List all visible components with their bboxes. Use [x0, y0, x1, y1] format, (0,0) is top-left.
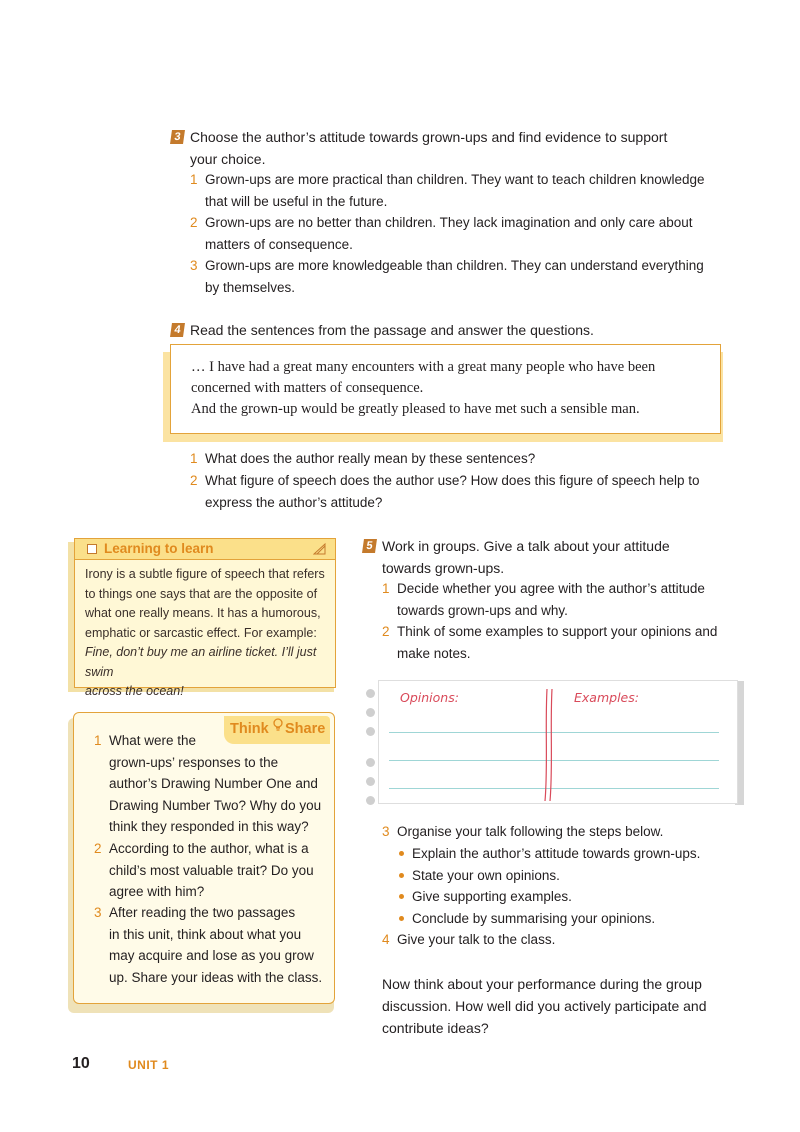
question-number: 2 — [190, 473, 198, 488]
reflection-line: discussion. How well did you actively participate and — [382, 998, 707, 1014]
reflection-line: Now think about your performance during the group — [382, 976, 702, 992]
q5-bullet-3: Give supporting examples. — [412, 889, 572, 904]
q5-step-2 — [382, 621, 718, 664]
notes-paper — [378, 680, 738, 804]
binder-hole-icon — [366, 727, 375, 736]
item-line: may acquire and lose as you grow — [109, 948, 314, 963]
item-number: 3 — [94, 905, 102, 920]
bullet-icon — [399, 851, 404, 856]
question-text: What does the author really mean by these sentences? — [205, 451, 536, 466]
opinions-heading: Opinions: — [400, 690, 459, 705]
think-label: Think — [230, 721, 269, 737]
option-text: that will be useful in the future. — [205, 193, 388, 209]
q5-step-3 — [382, 821, 664, 843]
learning-line: to things one says that are the opposite of — [85, 586, 318, 601]
question-3-badge: 3 — [170, 130, 185, 144]
item-line: After reading the two passages — [109, 905, 296, 920]
step-text: Decide whether you agree with the author’s attitude — [397, 581, 705, 596]
option-number: 2 — [190, 215, 198, 230]
q3-option-2 — [190, 212, 693, 255]
unit-label: UNIT 1 — [128, 1058, 170, 1072]
question-4-badge: 4 — [170, 323, 185, 337]
question-5-title — [382, 535, 670, 579]
question-4-title: Read the sentences from the passage and answer the questions. — [190, 322, 594, 338]
think-share-item-1 — [94, 730, 329, 838]
option-text: Grown-ups are more knowledgeable than children. They can understand everything — [205, 258, 704, 273]
learning-line: emphatic or sarcastic effect. For example: — [85, 625, 317, 640]
learning-example: across the ocean! — [85, 684, 184, 698]
quote-text — [191, 357, 655, 420]
learning-to-learn-box — [74, 538, 336, 698]
q5-bullet-2: State your own opinions. — [412, 868, 560, 883]
option-text: matters of consequence. — [205, 236, 353, 252]
step-text: Think of some examples to support your opinions and — [397, 624, 718, 639]
item-line: up. Share your ideas with the class. — [109, 969, 323, 985]
q5-step-1 — [382, 578, 705, 621]
item-line: in this unit, think about what you — [109, 926, 302, 942]
examples-heading: Examples: — [574, 690, 639, 705]
learning-header — [75, 539, 335, 560]
q3-option-1 — [190, 169, 705, 212]
item-line: According to the author, what is a — [109, 841, 309, 856]
question-3-title-line: your choice. — [190, 151, 266, 167]
checkbox-icon — [87, 544, 97, 554]
step-text: make notes. — [397, 645, 471, 661]
q5-step-4 — [382, 929, 556, 951]
q5-bullet-1: Explain the author’s attitude towards grown-ups. — [412, 846, 701, 861]
item-line: agree with him? — [109, 884, 205, 899]
q4-question-2 — [190, 470, 700, 513]
item-line: Drawing Number Two? Why do you — [109, 797, 322, 813]
q3-option-3 — [190, 255, 704, 298]
quote-line: And the grown-up would be greatly pleased to have met such a sensible man. — [191, 401, 640, 417]
question-5-badge: 5 — [362, 539, 377, 553]
option-number: 3 — [190, 258, 198, 273]
item-number: 2 — [94, 841, 102, 856]
option-text: Grown-ups are no better than children. They lack imagination and only care about — [205, 215, 693, 230]
share-label: Share — [285, 721, 326, 737]
learning-title: Learning to learn — [104, 541, 214, 556]
question-3-title — [190, 126, 667, 170]
option-text: by themselves. — [205, 279, 296, 295]
option-number: 1 — [190, 172, 198, 187]
item-line: grown-ups’ responses to the — [109, 754, 279, 770]
item-line: What were the — [109, 733, 197, 748]
q4-question-1 — [190, 448, 536, 470]
binder-hole-icon — [366, 689, 375, 698]
bullet-icon — [399, 916, 404, 921]
step-number: 4 — [382, 932, 390, 947]
margin-line-icon — [539, 687, 559, 803]
q5-bullet-4: Conclude by summarising your opinions. — [412, 911, 656, 926]
question-text: express the author’s attitude? — [205, 494, 383, 510]
step-text: Give your talk to the class. — [397, 932, 556, 947]
quote-box — [170, 344, 721, 434]
learning-line: Irony is a subtle figure of speech that refers — [85, 567, 325, 581]
binder-hole-icon — [366, 708, 375, 717]
learning-body — [85, 565, 335, 702]
step-number: 2 — [382, 624, 390, 639]
step-text: Organise your talk following the steps below. — [397, 824, 664, 839]
reflection-text — [382, 973, 707, 1039]
think-share-item-3 — [94, 902, 329, 988]
binder-hole-icon — [366, 796, 375, 805]
think-share-item-2 — [94, 838, 329, 903]
item-number: 1 — [94, 733, 102, 748]
step-number: 3 — [382, 824, 390, 839]
bullet-icon — [399, 894, 404, 899]
quote-line: concerned with matters of consequence. — [191, 380, 424, 396]
item-line: child’s most valuable trait? Do you — [109, 862, 314, 878]
bullet-icon — [399, 873, 404, 878]
question-5-title-line: Work in groups. Give a talk about your attitude — [382, 538, 670, 554]
question-number: 1 — [190, 451, 198, 466]
binder-hole-icon — [366, 777, 375, 786]
question-3-title-line: Choose the author’s attitude towards grown-ups and find evidence to support — [190, 129, 668, 145]
quote-line: … I have had a great many encounters with a great many people who have been — [191, 359, 656, 375]
item-line: author’s Drawing Number One and — [109, 776, 318, 791]
triangle-icon — [313, 543, 326, 555]
learning-example: Fine, don’t buy me an airline ticket. I’ll just swim — [85, 645, 317, 679]
option-text: Grown-ups are more practical than children. They want to teach children knowledge — [205, 172, 705, 187]
learning-line: what one really means. It has a humorous, — [85, 606, 321, 620]
step-text: towards grown-ups and why. — [397, 602, 568, 618]
reflection-line: contribute ideas? — [382, 1020, 489, 1036]
question-text: What figure of speech does the author use? How does this figure of speech help to — [205, 473, 700, 488]
page-number: 10 — [72, 1055, 90, 1072]
step-number: 1 — [382, 581, 390, 596]
binder-hole-icon — [366, 758, 375, 767]
question-5-title-line: towards grown-ups. — [382, 560, 505, 576]
think-share-box — [73, 712, 335, 1004]
item-line: think they responded in this way? — [109, 819, 309, 834]
